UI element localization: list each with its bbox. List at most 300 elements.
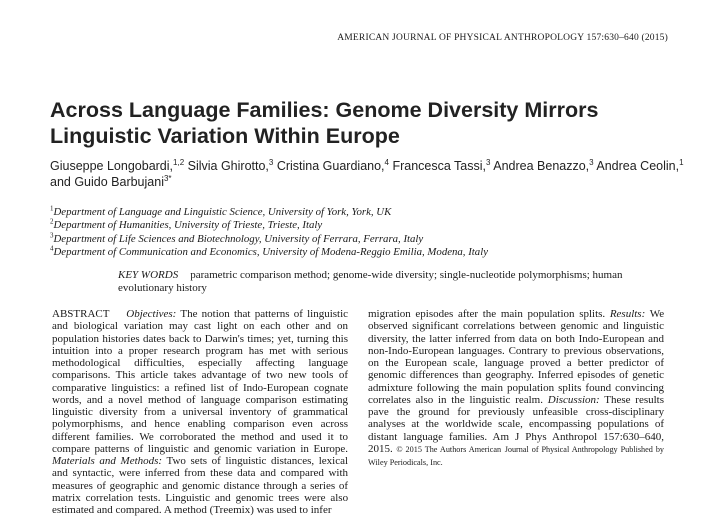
objectives-text: even xyxy=(292,418,313,431)
objectives-text: into xyxy=(95,344,113,357)
objectives-text: hence xyxy=(154,418,181,431)
results-text: the xyxy=(385,357,399,369)
objectives-text: with xyxy=(291,344,312,357)
results-text: significant xyxy=(412,320,459,333)
methods-text: and xyxy=(214,491,231,504)
results-text: inferred xyxy=(455,332,491,345)
discussion-text: at xyxy=(411,418,420,431)
affiliation-item xyxy=(50,219,690,232)
discussion-text: scale, xyxy=(498,418,523,431)
objectives-text: especially xyxy=(198,357,243,369)
results-text: convincing xyxy=(615,381,665,394)
results-text: observations, xyxy=(605,344,665,357)
affiliation-text: Department of Humanities, University of Trieste, Trieste, Italy xyxy=(53,219,323,232)
objectives-text: a xyxy=(164,381,170,394)
author-affiliation-marker: 4 xyxy=(384,157,389,167)
methods-text: episodes xyxy=(415,308,454,320)
results-text: the xyxy=(463,381,477,394)
objectives-text: polymorphisms, xyxy=(52,418,124,431)
results-text: between xyxy=(519,320,557,333)
methods-text: series xyxy=(310,479,336,492)
author-affiliation-marker: 3 xyxy=(589,157,594,167)
discussion-text: Anthropol xyxy=(552,430,598,443)
discussion-text: 157:630–640, xyxy=(603,430,665,443)
results-text: of xyxy=(619,369,629,382)
objectives-text: Darwin's xyxy=(204,332,245,345)
results-text: both xyxy=(555,332,575,345)
results-text: predictor xyxy=(609,357,649,369)
objectives-text: comparison xyxy=(233,418,285,431)
objectives-text: each xyxy=(260,320,281,333)
abstract-left-column xyxy=(52,308,348,516)
objectives-text: turning xyxy=(297,332,329,345)
objectives-text: methodological xyxy=(52,357,121,369)
discussion-text: Am xyxy=(492,430,510,443)
objectives-text: refined xyxy=(174,381,206,394)
methods-text: Two xyxy=(166,455,186,467)
objectives-text: may xyxy=(169,320,188,333)
methods-text: with xyxy=(328,467,349,480)
publisher-notice: Anthropology xyxy=(571,444,618,454)
methods-text: was xyxy=(256,504,274,516)
results-text: of xyxy=(654,357,665,369)
publisher-notice: of xyxy=(531,444,539,454)
discussion-text: previously xyxy=(478,406,525,418)
publisher-notice: Inc. xyxy=(430,458,443,467)
results-text: in xyxy=(437,393,447,406)
objectives-text: article xyxy=(140,369,169,382)
objectives-text: back xyxy=(168,332,190,345)
discussion-text: analyses xyxy=(368,418,406,431)
methods-text: Linguistic xyxy=(165,491,210,504)
methods-text: syntactic, xyxy=(72,467,115,480)
objectives-text: yet, xyxy=(277,332,294,345)
objectives-text: has xyxy=(248,344,264,357)
objectives-text: to xyxy=(192,332,202,345)
discussion-text: the xyxy=(425,418,439,431)
results-text: also xyxy=(415,393,434,406)
discussion-text: distant xyxy=(368,430,398,443)
discussion-text xyxy=(525,406,533,418)
objectives-text xyxy=(120,357,134,369)
methods-text: A xyxy=(163,504,172,516)
discussion-text: populations xyxy=(597,418,649,431)
results-text: from xyxy=(493,332,516,345)
running-head: AMERICAN JOURNAL OF PHYSICAL ANTHROPOLOGY 157:630–640 (2015) xyxy=(337,33,668,43)
methods-text: inferred xyxy=(144,467,180,480)
objectives-text: Indo-European xyxy=(242,381,309,394)
objectives-text: inventory xyxy=(229,406,272,418)
publisher-notice: Journal xyxy=(504,444,529,454)
affiliation-number: 2 xyxy=(50,217,54,226)
methods-text: used xyxy=(276,504,297,516)
objectives-text: biological xyxy=(73,320,118,333)
objectives-text: patterns xyxy=(254,308,290,320)
objectives-text: in xyxy=(300,442,309,455)
objectives-text: across xyxy=(320,418,349,431)
copyright-notice: American xyxy=(468,444,502,454)
results-text: previous xyxy=(563,344,602,357)
results-text: correlates xyxy=(368,393,411,406)
author-name: Francesca Tassi, xyxy=(388,159,487,173)
objectives-text: to xyxy=(339,430,349,443)
results-text: differences xyxy=(409,369,459,382)
objectives-text: linguistics: xyxy=(111,381,160,394)
author-affiliation-marker: 3 xyxy=(268,157,274,167)
methods-text: main xyxy=(500,308,523,320)
affiliation-number: 1 xyxy=(50,204,54,213)
affiliation-item xyxy=(50,246,690,259)
objectives-text: from xyxy=(143,406,166,418)
methods-text: of xyxy=(211,455,221,467)
objectives-text: proper xyxy=(128,344,158,357)
publisher-notice: Periodicals, xyxy=(389,458,429,467)
objectives-text: families. xyxy=(95,430,134,443)
methods-text: distance xyxy=(223,479,260,492)
results-text: scale, xyxy=(453,357,478,369)
results-text: than xyxy=(462,369,482,382)
results-text: realm. xyxy=(515,393,543,406)
author-name: Giuseppe Longobardi, xyxy=(50,159,174,173)
methods-label: Methods: xyxy=(120,455,163,467)
results-text: the xyxy=(451,393,465,406)
objectives-text: notion xyxy=(201,308,230,320)
discussion-text: cross-disciplinary xyxy=(585,406,665,418)
methods-text: linguistic xyxy=(225,455,267,467)
objectives-text: language xyxy=(200,393,241,406)
objectives-text: comparisons. xyxy=(52,369,111,382)
objectives-text: Europe. xyxy=(313,442,349,455)
objectives-text: and xyxy=(52,320,68,333)
copyright-notice: Authors xyxy=(439,444,467,454)
methods-text: tests. xyxy=(138,491,161,504)
results-text: We xyxy=(649,308,665,320)
objectives-text: linguistic xyxy=(307,308,349,320)
methods-text: data xyxy=(237,467,256,480)
results-text: on xyxy=(540,332,552,345)
results-text: following xyxy=(416,381,460,394)
objectives-text: and xyxy=(193,442,210,455)
results-text: proved xyxy=(529,357,561,369)
objectives-text: affecting xyxy=(255,357,295,369)
objectives-text: list xyxy=(210,381,224,394)
copyright-notice: © xyxy=(396,444,403,454)
methods-text: of xyxy=(96,479,106,492)
methods-text: genomic xyxy=(181,479,220,492)
results-text: on xyxy=(368,357,379,369)
affiliation-list xyxy=(50,206,690,259)
objectives-text: of xyxy=(134,442,144,455)
discussion-text: for xyxy=(457,406,471,418)
results-text: genetic xyxy=(632,369,665,382)
objectives-text: variation xyxy=(123,320,164,333)
methods-label: and xyxy=(99,455,116,467)
objectives-text: We xyxy=(139,430,154,443)
methods-text: infer xyxy=(310,504,332,516)
objectives-text: light xyxy=(217,320,238,333)
author-affiliation-marker: 1 xyxy=(679,157,684,167)
objectives-text: comparison xyxy=(245,393,297,406)
methods-text: these xyxy=(210,467,233,480)
methods-text: and xyxy=(260,467,276,480)
keywords-label: KEY WORDS xyxy=(118,269,179,281)
objectives-text: advantage xyxy=(201,369,247,382)
discussion-text: language xyxy=(403,430,444,443)
objectives-text: enabling xyxy=(187,418,226,431)
results-text: Indo-European xyxy=(578,332,645,345)
objectives-text: method xyxy=(147,393,181,406)
objectives-text: on xyxy=(337,320,349,333)
objectives-text: and xyxy=(315,320,332,333)
article-title: Across Language Families: Genome Diversity Mirrors Linguistic Variation Within Europe xyxy=(50,98,599,148)
objectives-text xyxy=(180,418,188,430)
objectives-text: patterns xyxy=(94,442,130,455)
objectives-text: linguistic xyxy=(52,406,93,418)
affiliation-number: 3 xyxy=(50,231,54,239)
author-name: Andrea Benazzo, xyxy=(490,159,590,173)
results-text: geography. xyxy=(485,369,534,382)
methods-text: of xyxy=(338,479,349,492)
objectives-text: linguistic xyxy=(147,442,189,455)
copyright-notice: 2015 xyxy=(405,444,422,454)
objectives-text: This xyxy=(115,369,136,382)
objectives-text: diversity xyxy=(99,406,138,418)
objectives-text: a xyxy=(171,406,177,418)
objectives-text: dates xyxy=(142,332,166,345)
objectives-text: of xyxy=(277,406,287,418)
results-text: Inferred xyxy=(537,369,574,382)
author-name: Andrea Ceolin, xyxy=(593,159,680,173)
results-label: Results: xyxy=(609,308,646,320)
author-affiliation-marker: 3 xyxy=(486,157,491,167)
results-text: data xyxy=(518,332,538,345)
results-text: linguistic xyxy=(469,393,511,406)
results-text: the xyxy=(412,332,426,345)
results-text: a xyxy=(566,357,572,369)
objectives-text: and xyxy=(86,393,103,406)
results-text: genomic xyxy=(368,369,406,382)
objectives-text: intuition xyxy=(52,344,90,357)
results-text: admixture xyxy=(368,381,413,394)
objectives-text xyxy=(295,357,309,369)
discussion-text: pave xyxy=(368,406,389,418)
methods-text: compared xyxy=(280,467,324,480)
affiliation-text: Department of Life Sciences and Biotechnology, University of Ferrara, Ferrara, Italy xyxy=(53,232,424,245)
publisher-notice: Physical xyxy=(541,444,570,454)
objectives-text: difficulties, xyxy=(134,357,185,369)
objectives-label: Objectives: xyxy=(126,308,177,320)
objectives-text: and xyxy=(130,418,147,431)
results-text: to xyxy=(551,344,561,357)
discussion-text xyxy=(578,406,586,418)
objectives-text: tools xyxy=(312,369,334,382)
methods-text: method xyxy=(173,504,207,516)
methods-text: genomic xyxy=(235,491,274,504)
objectives-text: this xyxy=(332,332,348,345)
objectives-text: grammatical xyxy=(293,406,349,418)
results-text: non-Indo-European xyxy=(368,344,455,357)
objectives-text: cast xyxy=(194,320,212,333)
objectives-text: The xyxy=(180,308,198,320)
publisher-notice: by xyxy=(655,444,664,454)
author-affiliation-marker: 3* xyxy=(163,173,172,183)
abstract-space xyxy=(109,308,126,320)
objectives-text: and xyxy=(279,430,296,443)
affiliation-text: Department of Language and Linguistic Science, University of York, York, UK xyxy=(53,206,392,218)
results-text: latter xyxy=(429,332,452,345)
objectives-text: method xyxy=(240,430,274,443)
discussion-text: ground xyxy=(418,406,450,418)
methods-text: (Treemix) xyxy=(209,504,254,516)
results-text: splits xyxy=(558,381,582,394)
results-text: main xyxy=(480,381,503,394)
discussion-text: results xyxy=(635,393,665,406)
objectives-text: of xyxy=(293,308,303,320)
methods-text: splits. xyxy=(579,308,606,320)
discussion-text: worldwide xyxy=(445,418,493,431)
objectives-text: novel xyxy=(118,393,143,406)
discussion-text: encompassing xyxy=(529,418,592,431)
objectives-text xyxy=(184,357,198,369)
discussion-text: 2015. xyxy=(368,442,393,455)
results-text: diversity, xyxy=(368,332,409,345)
objectives-text: it xyxy=(327,430,334,443)
results-text: language xyxy=(484,357,524,369)
author-affiliation-marker: 1,2 xyxy=(173,157,185,167)
objectives-text: universal xyxy=(182,406,223,418)
affiliation-number: 4 xyxy=(50,244,54,253)
keywords-text: parametric comparison method; genome-wide diversity; single-nucleotide polymorphisms; human evolutionary history xyxy=(118,269,623,295)
methods-text: through xyxy=(263,479,298,492)
objectives-text: words, xyxy=(52,393,82,406)
objectives-text: new xyxy=(288,369,307,382)
results-text: genomic xyxy=(560,320,599,333)
results-text: episodes xyxy=(577,369,616,382)
objectives-text: on xyxy=(243,320,255,333)
objectives-text xyxy=(313,418,321,430)
methods-text: were xyxy=(304,491,326,504)
objectives-text: estimating xyxy=(302,393,349,406)
methods-text: distances, xyxy=(271,455,315,467)
affiliation-item xyxy=(50,206,690,219)
author-name: Silvia Ghirotto, xyxy=(184,159,269,173)
objectives-text: a xyxy=(118,344,123,357)
objectives-text: cognate xyxy=(313,381,349,394)
methods-text: and xyxy=(96,504,113,516)
objectives-text: genomic xyxy=(214,442,252,455)
objectives-text: of xyxy=(251,369,261,382)
objectives-text: program xyxy=(205,344,243,357)
objectives-text: the xyxy=(221,430,236,443)
methods-text: and xyxy=(52,467,68,480)
discussion-text: These xyxy=(604,393,631,406)
objectives-text xyxy=(123,418,131,430)
results-text: correlations xyxy=(463,320,515,333)
publisher-notice: Published xyxy=(620,444,653,454)
methods-text: the xyxy=(482,308,497,320)
objectives-text: met xyxy=(269,344,286,357)
objectives-text: used xyxy=(301,430,322,443)
methods-text: after xyxy=(457,308,479,320)
discussion-label: Discussion: xyxy=(547,393,600,406)
methods-text: migration xyxy=(368,308,411,320)
discussion-text: J xyxy=(515,430,520,443)
discussion-text: Phys xyxy=(525,430,547,443)
discussion-text: families. xyxy=(448,430,488,443)
objectives-text: corroborated xyxy=(159,430,216,443)
affiliation-item xyxy=(50,233,690,246)
results-text: population xyxy=(507,381,555,394)
abstract-right-column xyxy=(368,308,664,469)
abstract-label: ABSTRACT xyxy=(52,308,110,320)
objectives-text: takes xyxy=(173,369,197,382)
objectives-text: variation xyxy=(256,442,296,455)
objectives-text xyxy=(242,357,256,369)
results-text: linguistic xyxy=(623,320,665,333)
objectives-text: times; xyxy=(247,332,275,345)
objectives-text: a xyxy=(108,393,113,406)
objectives-text: of xyxy=(338,369,349,382)
methods-text: population xyxy=(527,308,575,320)
objectives-text: population xyxy=(52,332,100,345)
discussion-text: the xyxy=(396,406,411,418)
objectives-text: language xyxy=(308,357,349,369)
results-text: Contrary xyxy=(508,344,548,357)
methods-text: were xyxy=(118,467,141,480)
methods-text: compared. xyxy=(115,504,162,516)
methods-text: correlation xyxy=(85,491,134,504)
results-text: observed xyxy=(368,320,408,333)
author-list xyxy=(50,158,690,190)
objectives-text: different xyxy=(52,430,90,443)
objectives-text: other xyxy=(286,320,310,333)
methods-text: a xyxy=(301,479,307,492)
copyright-notice: The xyxy=(424,444,438,454)
methods-text: also xyxy=(330,491,349,504)
objectives-text: serious xyxy=(316,344,348,357)
objectives-text: of xyxy=(228,381,239,394)
objectives-text: two xyxy=(266,369,283,382)
author-name: and Guido Barbujani xyxy=(50,175,164,189)
affiliation-text: Department of Communication and Economics, University of Modena-Reggio Emilia, Modena, Italy xyxy=(53,245,488,258)
results-text: found xyxy=(585,381,612,394)
keywords xyxy=(118,269,663,296)
methods-text: lexical xyxy=(318,455,349,467)
publisher-notice: Wiley xyxy=(368,458,388,467)
methods-text: sets xyxy=(190,455,208,467)
results-text: European xyxy=(404,357,447,369)
objectives-text: that xyxy=(233,308,251,320)
objectives-text: research xyxy=(163,344,200,357)
methods-text: trees xyxy=(278,491,300,504)
discussion-text: unfeasible xyxy=(532,406,578,418)
results-text: and xyxy=(602,320,619,333)
methods-label: Materials xyxy=(52,455,95,467)
methods-text: matrix xyxy=(52,491,81,504)
methods-text: geographic xyxy=(109,479,159,492)
discussion-text xyxy=(389,406,397,418)
methods-text: from xyxy=(184,467,206,480)
methods-text: measures xyxy=(52,479,93,492)
objectives-text: of xyxy=(186,393,196,406)
objectives-text: comparative xyxy=(52,381,107,394)
discussion-text: of xyxy=(654,418,665,431)
results-text: better xyxy=(577,357,603,369)
methods-text: to xyxy=(299,504,308,516)
methods-text: and xyxy=(162,479,179,492)
objectives-text: compare xyxy=(52,442,90,455)
results-text: and xyxy=(648,332,665,345)
